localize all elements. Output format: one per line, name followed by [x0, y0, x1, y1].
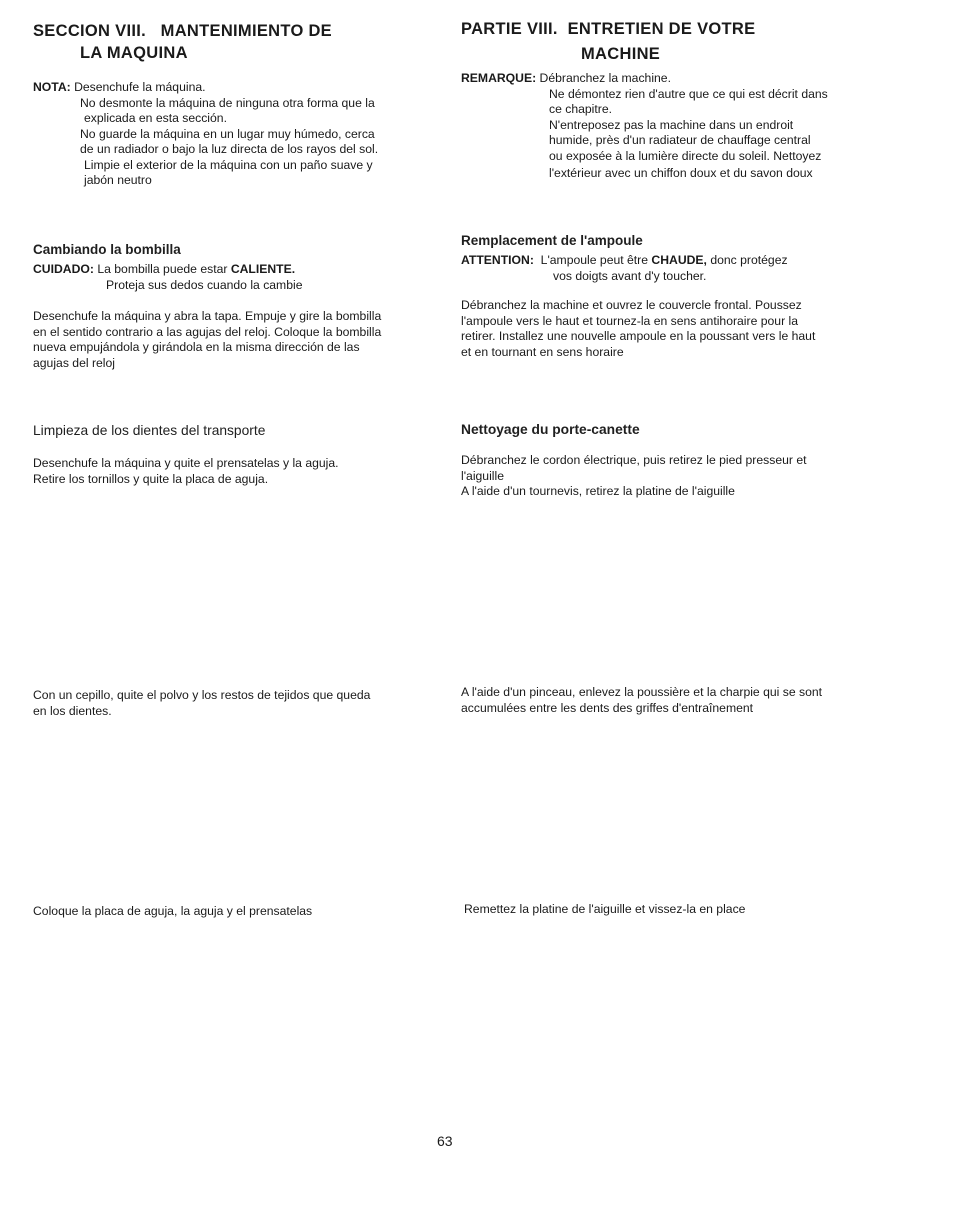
es-note-line: explicada en esta sección.: [84, 111, 227, 125]
fr-title-line-2: MACHINE: [581, 45, 661, 63]
es-caution-label: CUIDADO:: [33, 262, 94, 276]
es-title-line-2: LA MAQUINA: [80, 44, 188, 62]
fr-attention-line: vos doigts avant d'y toucher.: [553, 268, 707, 283]
es-brush-instructions: [33, 688, 433, 719]
es-caution-hot: CALIENTE.: [230, 262, 296, 276]
es-caution-text: La bombilla puede estar: [97, 262, 228, 276]
fr-brush-instructions: [461, 685, 881, 716]
fr-note-label: REMARQUE:: [461, 71, 537, 85]
es-title-line-1: SECCION VIII. MANTENIMIENTO DE: [33, 22, 332, 40]
fr-bulb-line: l'ampoule vers le haut et tournez-la en sens antihoraire pour la: [461, 313, 799, 328]
fr-section-title: [461, 18, 861, 65]
fr-brush-line: accumulées entre les dents des griffes d'entraînement: [461, 700, 754, 715]
page-number: 63: [437, 1133, 453, 1149]
fr-replace-instructions: [464, 902, 884, 918]
fr-feed-instructions: [461, 453, 881, 500]
fr-note-line: l'extérieur avec un chiffon doux et du savon doux: [549, 166, 813, 180]
es-feed-instructions: [33, 456, 433, 487]
fr-note-line: ce chapitre.: [549, 102, 613, 116]
fr-note-line: ou exposée à la lumière directe du soleil. Nettoyez: [549, 148, 822, 163]
fr-title-line-1: PARTIE VIII. ENTRETIEN DE VOTRE: [461, 20, 756, 38]
fr-bulb-heading: Remplacement de l'ampoule: [461, 233, 643, 248]
es-bulb-line: Desenchufe la máquina y abra la tapa. Empuje y gire la bombilla: [33, 309, 382, 323]
es-note-line: jabón neutro: [84, 173, 152, 187]
fr-feed-line: Débranchez le cordon électrique, puis retirez le pied presseur et: [461, 453, 807, 467]
fr-replace-line: Remettez la platine de l'aiguille et vissez-la en place: [464, 902, 746, 916]
fr-feed-heading: Nettoyage du porte-canette: [461, 422, 640, 437]
es-bulb-instructions: [33, 309, 433, 371]
es-replace-line: Coloque la placa de aguja, la aguja y el prensatelas: [33, 904, 313, 918]
fr-bulb-line: retirer. Installez une nouvelle ampoule en la poussant vers le haut: [461, 329, 816, 343]
es-note-line: No desmonte la máquina de ninguna otra forma que la: [80, 95, 375, 110]
es-feed-line: Desenchufe la máquina y quite el prensatelas y la aguja.: [33, 456, 339, 470]
es-note-line: Desenchufe la máquina.: [74, 80, 206, 94]
es-bulb-heading: Cambiando la bombilla: [33, 242, 181, 257]
es-feed-heading: Limpieza de los dientes del transporte: [33, 423, 266, 438]
fr-bulb-instructions: [461, 298, 881, 360]
fr-note-line: Ne démontez rien d'autre que ce qui est décrit dans: [549, 86, 828, 101]
fr-attention-block: [461, 253, 881, 284]
es-caution-line: Proteja sus dedos cuando la cambie: [106, 277, 303, 292]
es-bulb-line: nueva empujándola y girándola en la misma dirección de las: [33, 340, 360, 354]
es-note-label: NOTA:: [33, 80, 71, 94]
fr-attention-text: L'ampoule peut être: [540, 253, 649, 267]
fr-bulb-line: Débranchez la machine et ouvrez le couvercle frontal. Poussez: [461, 298, 802, 312]
es-feed-line: Retire los tornillos y quite la placa de aguja.: [33, 471, 269, 486]
fr-attention-label: ATTENTION:: [461, 253, 534, 267]
fr-attention-hot: CHAUDE,: [651, 253, 707, 267]
fr-note-line: humide, près d'un radiateur de chauffage central: [549, 133, 811, 147]
fr-feed-line: A l'aide d'un tournevis, retirez la platine de l'aiguille: [461, 484, 735, 498]
es-note-block: [33, 80, 423, 189]
es-note-line: No guarde la máquina en un lugar muy húmedo, cerca: [80, 126, 375, 141]
es-note-line: Limpie el exterior de la máquina con un paño suave y: [84, 157, 373, 172]
fr-note-block: [461, 71, 881, 182]
es-note-line: de un radiador o bajo la luz directa de los rayos del sol.: [80, 142, 379, 156]
fr-note-line: N'entreposez pas la machine dans un endroit: [549, 117, 794, 132]
es-bulb-line: agujas del reloj: [33, 355, 115, 370]
fr-note-line: Débranchez la machine.: [539, 71, 671, 85]
fr-feed-line: l'aiguille: [461, 468, 504, 483]
es-caution-block: [33, 262, 423, 293]
es-bulb-line: en el sentido contrario a las agujas del reloj. Coloque la bombilla: [33, 324, 382, 339]
es-section-title: [33, 20, 413, 64]
fr-bulb-line: et en tournant en sens horaire: [461, 344, 624, 359]
fr-attention-rest: donc protégez: [710, 253, 788, 267]
es-replace-instructions: [33, 904, 433, 920]
fr-brush-line: A l'aide d'un pinceau, enlevez la poussière et la charpie qui se sont: [461, 685, 823, 699]
es-brush-line: en los dientes.: [33, 703, 112, 718]
es-brush-line: Con un cepillo, quite el polvo y los restos de tejidos que queda: [33, 688, 371, 702]
